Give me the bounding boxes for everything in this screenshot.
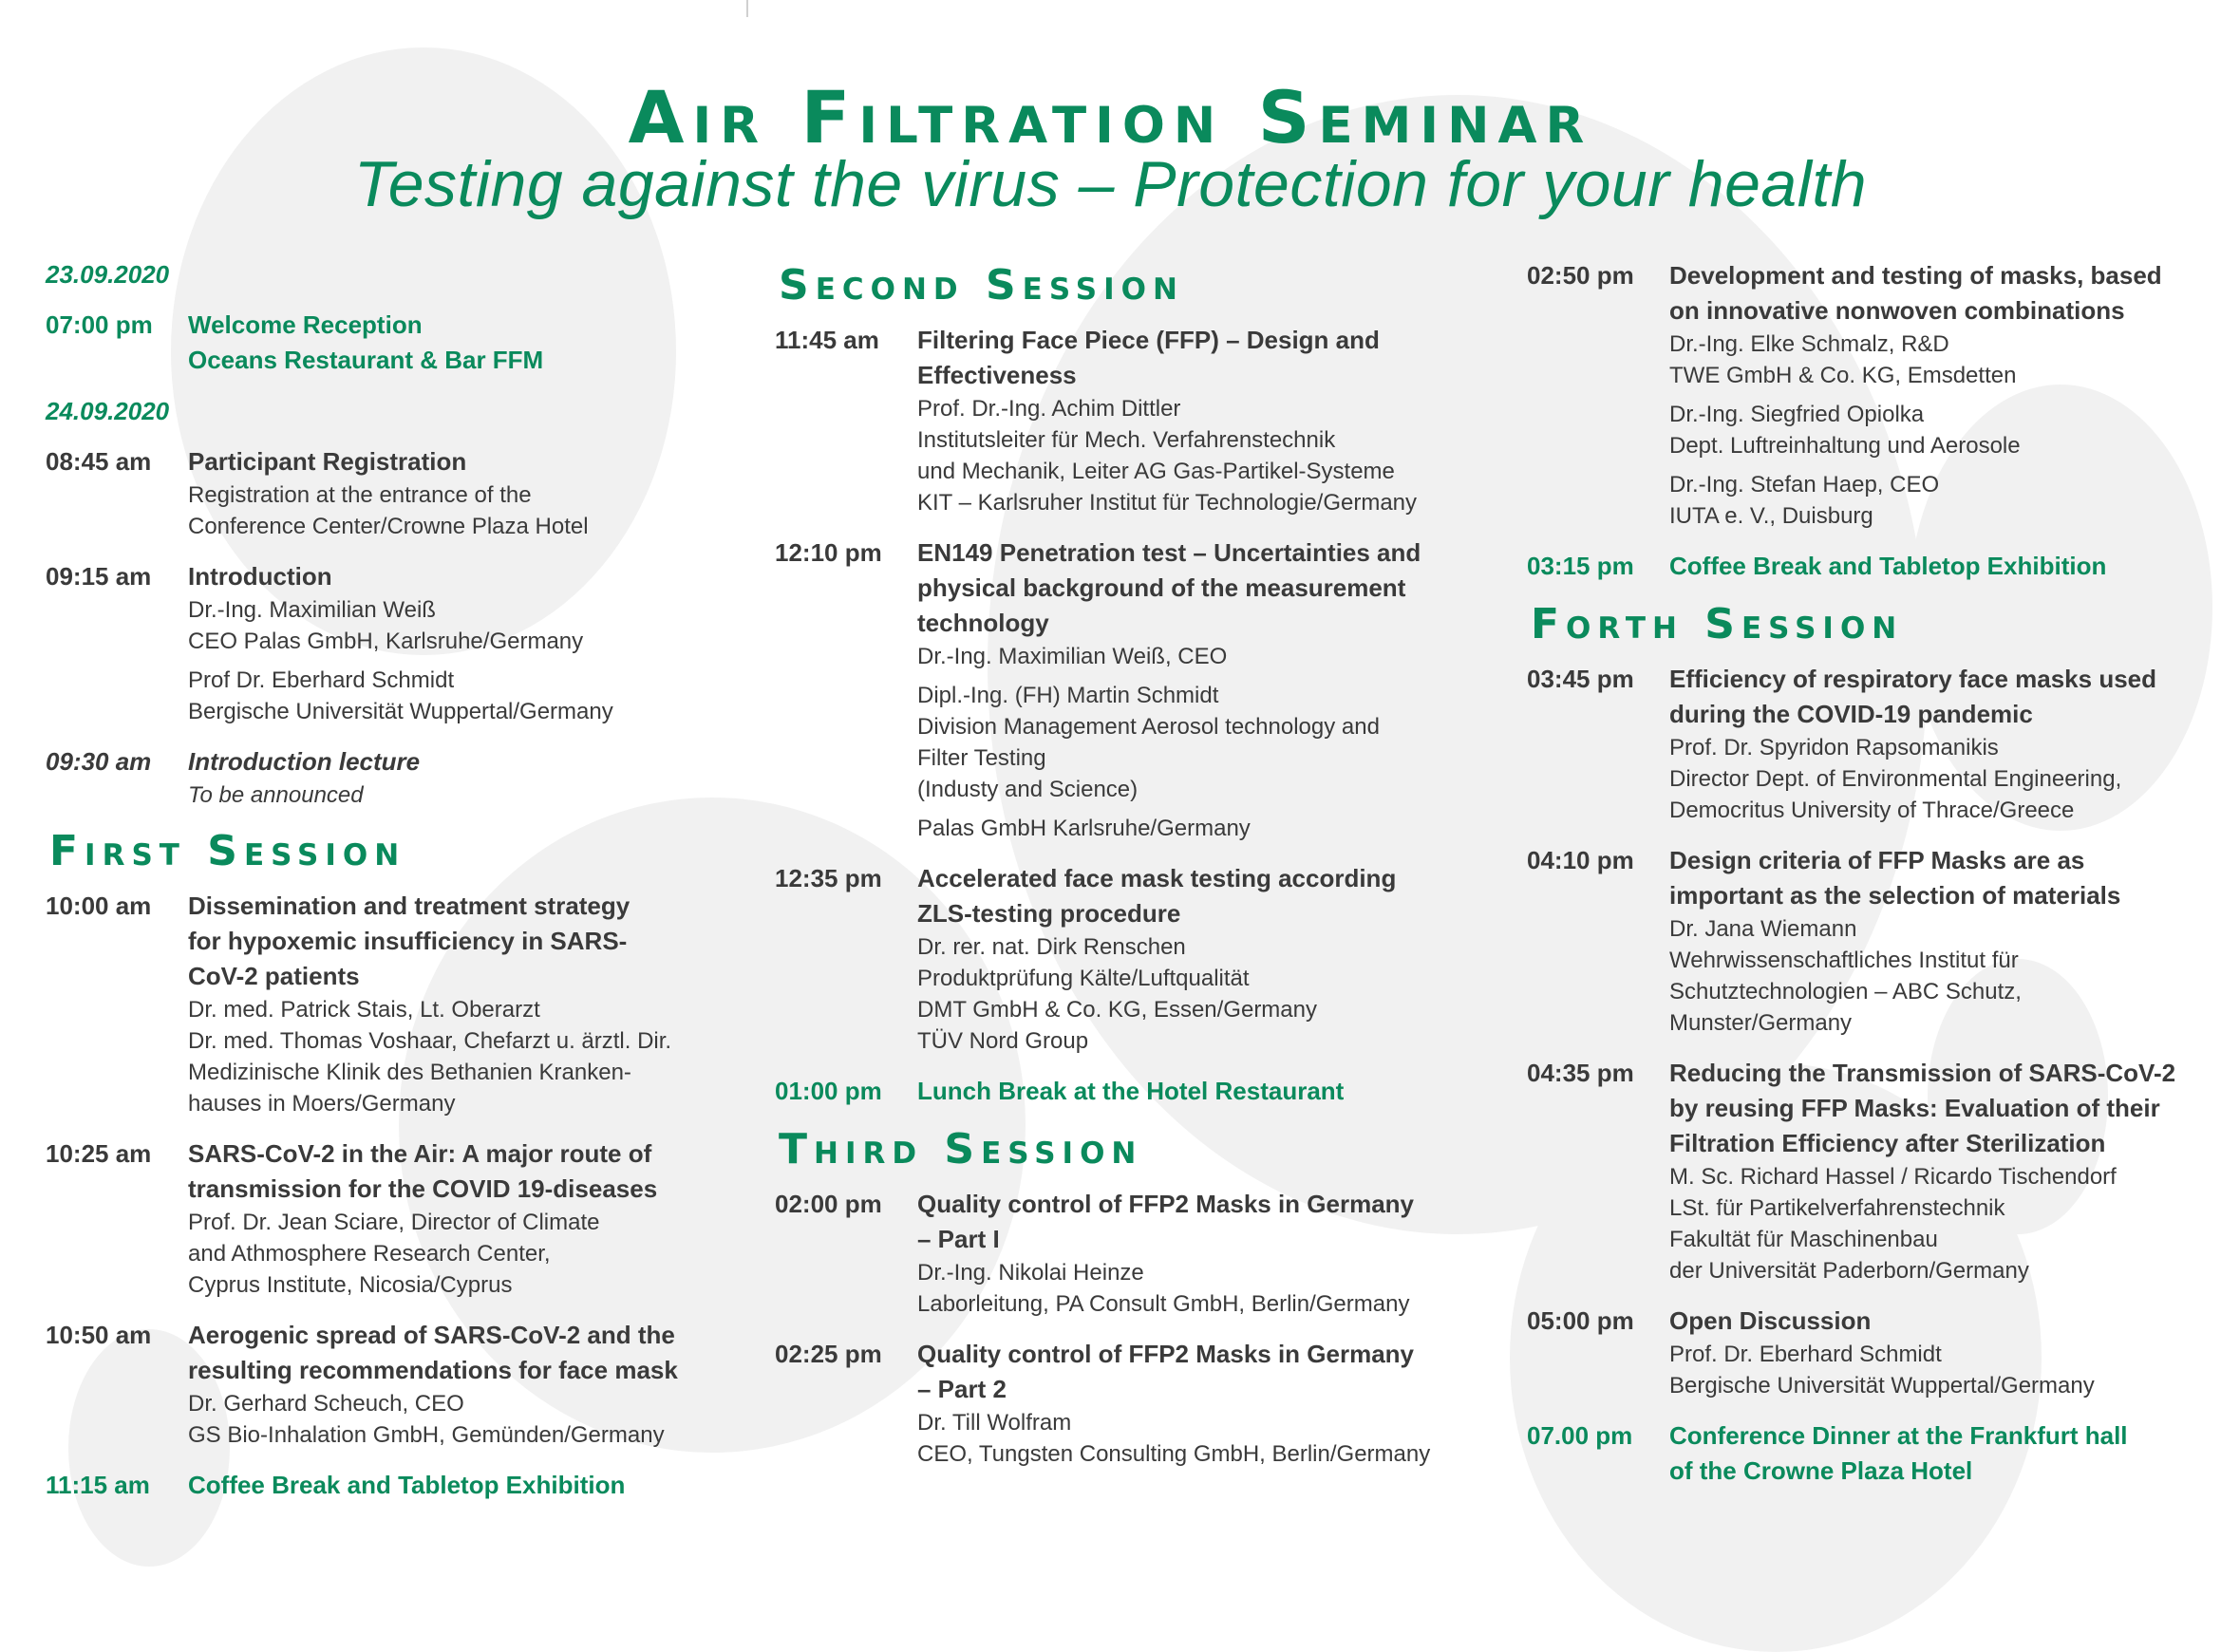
item-title: Coffee Break and Tabletop Exhibition xyxy=(1669,552,2107,580)
speaker: Dipl.-Ing. (FH) Martin Schmidt xyxy=(917,683,1219,708)
item-time: 12:10 pm xyxy=(775,538,882,567)
affiliation: hauses in Moers/Germany xyxy=(188,1091,456,1117)
affiliation: Cyprus Institute, Nicosia/Cyprus xyxy=(188,1272,513,1298)
speaker: Dr. Gerhard Scheuch, CEO xyxy=(188,1391,464,1417)
date-day-2: 24.09.2020 xyxy=(46,397,170,425)
item-title: Coffee Break and Tabletop Exhibition xyxy=(188,1471,626,1499)
speaker: Dr. med. Patrick Stais, Lt. Oberarzt xyxy=(188,997,540,1023)
agenda-item-intro-lecture xyxy=(46,744,729,811)
speaker: Prof. Dr. Jean Sciare, Director of Climate xyxy=(188,1210,600,1235)
item-title: Open Discussion xyxy=(1669,1306,1872,1335)
affiliation: CEO, Tungsten Consulting GmbH, Berlin/Germany xyxy=(917,1441,1431,1467)
affiliation: and Athmosphere Research Center, xyxy=(188,1241,551,1267)
agenda-item xyxy=(775,323,1496,518)
item-title: during the COVID-19 pandemic xyxy=(1669,700,2033,728)
item-title: technology xyxy=(917,609,1049,637)
agenda-item xyxy=(775,1337,1496,1470)
agenda-item-registration xyxy=(46,444,729,542)
agenda-item-lunch xyxy=(775,1074,1496,1109)
agenda-item xyxy=(46,1136,729,1301)
item-title: Aerogenic spread of SARS-CoV-2 and the xyxy=(188,1321,675,1349)
affiliation: DMT GmbH & Co. KG, Essen/Germany xyxy=(917,997,1317,1023)
affiliation: Division Management Aerosol technology and xyxy=(917,714,1380,740)
item-time: 10:25 am xyxy=(46,1139,152,1168)
item-title: Efficiency of respiratory face masks used xyxy=(1669,665,2157,693)
date-day-1: 23.09.2020 xyxy=(46,260,170,289)
item-time: 03:15 pm xyxy=(1527,552,1634,580)
agenda-item xyxy=(46,889,729,1119)
item-title: Lunch Break at the Hotel Restaurant xyxy=(917,1077,1345,1105)
speaker: Dr.-Ing. Nikolai Heinze xyxy=(917,1260,1144,1286)
affiliation: Institutsleiter für Mech. Verfahrenstechnik xyxy=(917,427,1336,453)
affiliation: Palas GmbH Karlsruhe/Germany xyxy=(917,816,1251,841)
affiliation: Medizinische Klinik des Bethanien Kranken- xyxy=(188,1060,631,1085)
item-title: SARS-CoV-2 in the Air: A major route of xyxy=(188,1139,652,1168)
agenda-item-introduction xyxy=(46,559,729,727)
item-detail: Conference Center/Crowne Plaza Hotel xyxy=(188,514,589,539)
item-time: 02:50 pm xyxy=(1527,261,1634,290)
item-title: important as the selection of materials xyxy=(1669,881,2121,910)
affiliation: Laborleitung, PA Consult GmbH, Berlin/Germany xyxy=(917,1291,1410,1317)
item-title: Accelerated face mask testing according xyxy=(917,864,1397,892)
session-heading-third: Third Session xyxy=(779,1125,1143,1173)
speaker: Prof Dr. Eberhard Schmidt xyxy=(188,667,455,693)
affiliation: Bergische Universität Wuppertal/Germany xyxy=(188,699,613,724)
page-subtitle: Testing against the virus – Protection for your health xyxy=(353,148,1868,220)
item-title: Introduction lecture xyxy=(188,747,421,776)
column-left xyxy=(46,258,729,1520)
item-time: 01:00 pm xyxy=(775,1077,882,1105)
speaker: Dr.-Ing. Maximilian Weiß, CEO xyxy=(917,644,1228,669)
item-time: 02:00 pm xyxy=(775,1190,882,1218)
item-title: Dissemination and treatment strategy xyxy=(188,892,631,920)
session-heading-fourth: Forth Session xyxy=(1531,600,1904,648)
item-title: Reducing the Transmission of SARS-CoV-2 xyxy=(1669,1059,2176,1087)
item-time: 07:00 pm xyxy=(46,310,153,339)
item-time: 10:50 am xyxy=(46,1321,152,1349)
item-title: for hypoxemic insufficiency in SARS- xyxy=(188,927,628,955)
item-title: Development and testing of masks, based xyxy=(1669,261,2162,290)
affiliation: IUTA e. V., Duisburg xyxy=(1669,503,1873,529)
speaker: Dr. Till Wolfram xyxy=(917,1410,1072,1436)
column-middle xyxy=(775,258,1496,1487)
item-time: 11:15 am xyxy=(46,1471,150,1499)
affiliation: und Mechanik, Leiter AG Gas-Partikel-Systeme xyxy=(917,459,1395,484)
agenda-item xyxy=(775,861,1496,1057)
item-title: Filtration Efficiency after Sterilization xyxy=(1669,1129,2106,1157)
agenda-item xyxy=(1527,258,2211,532)
item-title: on innovative nonwoven combinations xyxy=(1669,296,2125,325)
item-time: 09:30 am xyxy=(46,747,152,776)
item-title: transmission for the COVID 19-diseases xyxy=(188,1174,658,1203)
item-time: 11:45 am xyxy=(775,326,879,354)
affiliation: TÜV Nord Group xyxy=(917,1028,1089,1054)
item-title: Quality control of FFP2 Masks in Germany xyxy=(917,1190,1415,1218)
affiliation: Produktprüfung Kälte/Luftqualität xyxy=(917,966,1250,991)
affiliation: Bergische Universität Wuppertal/Germany xyxy=(1669,1373,2095,1399)
affiliation: Munster/Germany xyxy=(1669,1010,1853,1036)
item-title: Effectiveness xyxy=(917,361,1077,389)
item-title: CoV-2 patients xyxy=(188,962,360,990)
speaker: Dr.-Ing. Siegfried Opiolka xyxy=(1669,402,1925,427)
agenda-item-coffee-break xyxy=(46,1468,729,1503)
item-title: ZLS-testing procedure xyxy=(917,899,1181,928)
affiliation: Director Dept. of Environmental Engineering, xyxy=(1669,766,2122,792)
speaker: Prof. Dr. Eberhard Schmidt xyxy=(1669,1342,1942,1367)
column-right xyxy=(1527,258,2211,1506)
item-title: Design criteria of FFP Masks are as xyxy=(1669,846,2085,874)
item-time: 10:00 am xyxy=(46,892,152,920)
item-title: Conference Dinner at the Frankfurt hall xyxy=(1669,1421,2128,1450)
item-title: Participant Registration xyxy=(188,447,467,476)
session-heading-first: First Session xyxy=(49,827,406,875)
item-time: 02:25 pm xyxy=(775,1340,882,1368)
speaker: Dr. Jana Wiemann xyxy=(1669,916,1857,942)
affiliation: Democritus University of Thrace/Greece xyxy=(1669,798,2075,823)
speaker: M. Sc. Richard Hassel / Ricardo Tischendorf xyxy=(1669,1164,2117,1190)
item-time: 04:10 pm xyxy=(1527,846,1634,874)
item-title: Oceans Restaurant & Bar FFM xyxy=(188,346,544,374)
agenda-item xyxy=(1527,662,2211,826)
item-title: – Part I xyxy=(917,1225,1000,1253)
item-time: 08:45 am xyxy=(46,447,152,476)
agenda-item xyxy=(775,1187,1496,1320)
item-time: 07.00 pm xyxy=(1527,1421,1633,1450)
item-time: 04:35 pm xyxy=(1527,1059,1634,1087)
item-time: 05:00 pm xyxy=(1527,1306,1634,1335)
page-title: Air Filtration Seminar xyxy=(628,75,1593,160)
speaker: Prof. Dr.-Ing. Achim Dittler xyxy=(917,396,1181,422)
item-title: Welcome Reception xyxy=(188,310,423,339)
affiliation: KIT – Karlsruher Institut für Technologie/Germany xyxy=(917,490,1418,516)
fold-mark xyxy=(746,0,748,17)
item-title: physical background of the measurement xyxy=(917,573,1406,602)
speaker: Dr.-Ing. Stefan Haep, CEO xyxy=(1669,472,1940,497)
speaker: Dr.-Ing. Maximilian Weiß xyxy=(188,597,436,623)
item-time: 03:45 pm xyxy=(1527,665,1634,693)
affiliation: CEO Palas GmbH, Karlsruhe/Germany xyxy=(188,629,584,654)
agenda-item xyxy=(1527,1304,2211,1401)
affiliation: (Industy and Science) xyxy=(917,777,1139,802)
agenda-item xyxy=(46,1318,729,1451)
item-title: EN149 Penetration test – Uncertainties and xyxy=(917,538,1421,567)
agenda-item xyxy=(775,535,1496,844)
affiliation: Fakultät für Maschinenbau xyxy=(1669,1227,1938,1252)
affiliation: der Universität Paderborn/Germany xyxy=(1669,1258,2029,1284)
item-title: of the Crowne Plaza Hotel xyxy=(1669,1456,1973,1485)
item-time: 09:15 am xyxy=(46,562,152,591)
agenda-item xyxy=(1527,843,2211,1039)
speaker: Dr.-Ing. Elke Schmalz, R&D xyxy=(1669,331,1949,357)
affiliation: Filter Testing xyxy=(917,745,1046,771)
agenda-item xyxy=(1527,1056,2211,1286)
agenda-item-dinner xyxy=(1527,1418,2211,1489)
item-detail: Registration at the entrance of the xyxy=(188,482,532,508)
affiliation: GS Bio-Inhalation GmbH, Gemünden/Germany xyxy=(188,1422,665,1448)
item-title: – Part 2 xyxy=(917,1375,1007,1403)
session-heading-second: Second Session xyxy=(779,261,1184,310)
agenda-item-welcome xyxy=(46,308,729,378)
speaker: Dr. med. Thomas Voshaar, Chefarzt u. ärztl. Dir. xyxy=(188,1028,672,1054)
item-time: 12:35 pm xyxy=(775,864,882,892)
item-title: Introduction xyxy=(188,562,332,591)
affiliation: Schutztechnologien – ABC Schutz, xyxy=(1669,979,2022,1004)
affiliation: Wehrwissenschaftliches Institut für xyxy=(1669,948,2019,973)
item-title: by reusing FFP Masks: Evaluation of their xyxy=(1669,1094,2160,1122)
item-title: Quality control of FFP2 Masks in Germany xyxy=(917,1340,1415,1368)
item-title: Filtering Face Piece (FFP) – Design and xyxy=(917,326,1380,354)
agenda-item-coffee-break xyxy=(1527,549,2211,584)
speaker: Dr. rer. nat. Dirk Renschen xyxy=(917,934,1186,960)
item-title: resulting recommendations for face mask xyxy=(188,1356,678,1384)
affiliation: LSt. für Partikelverfahrenstechnik xyxy=(1669,1195,2005,1221)
item-detail: To be announced xyxy=(188,782,364,808)
speaker: Prof. Dr. Spyridon Rapsomanikis xyxy=(1669,735,1999,760)
affiliation: TWE GmbH & Co. KG, Emsdetten xyxy=(1669,363,2017,388)
affiliation: Dept. Luftreinhaltung und Aerosole xyxy=(1669,433,2021,459)
